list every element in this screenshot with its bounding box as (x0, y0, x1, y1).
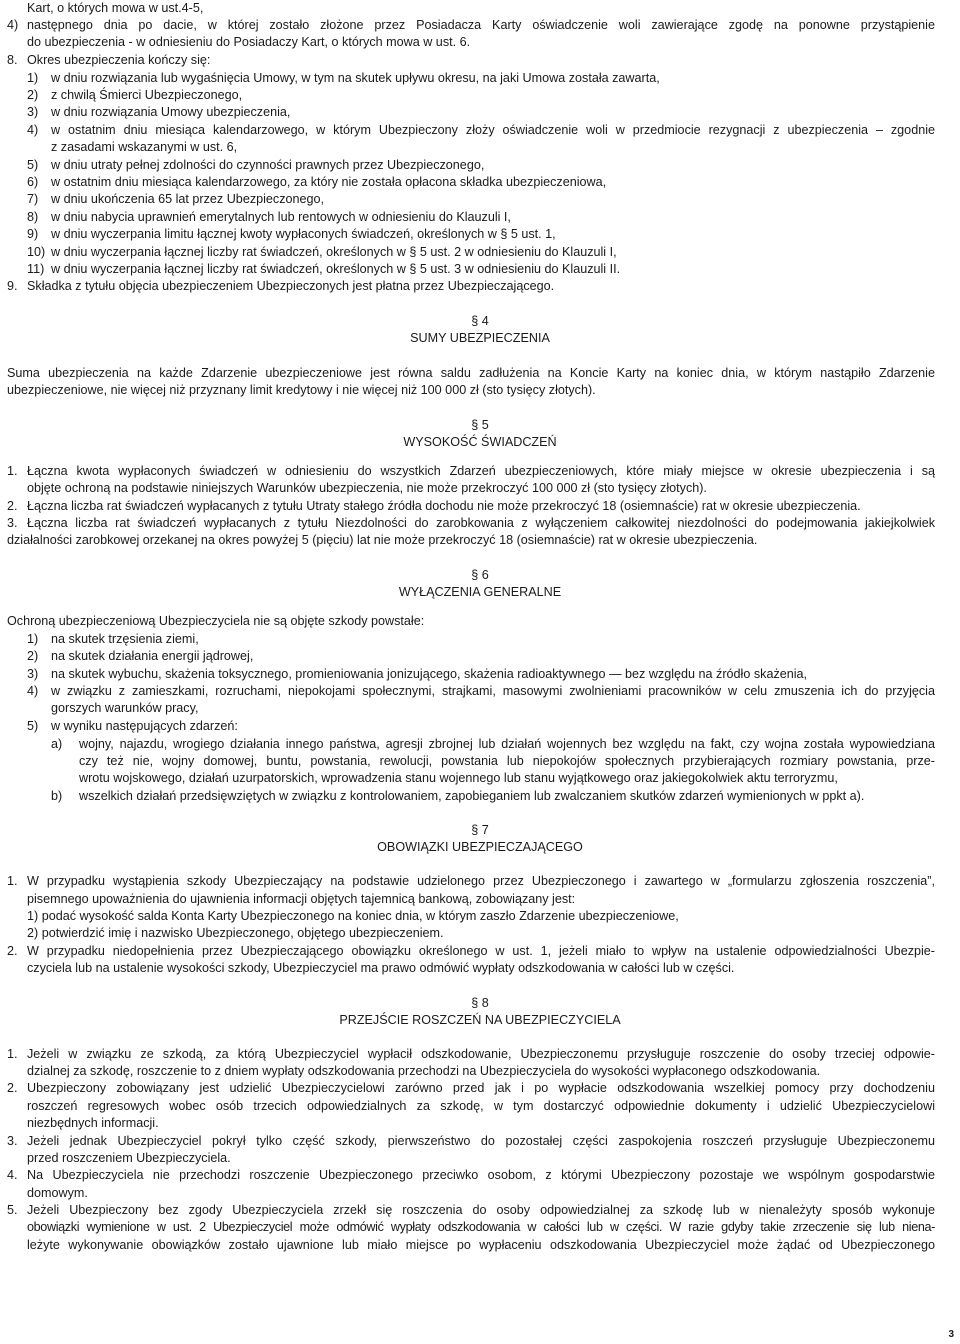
list-number: 1. (7, 1047, 18, 1061)
section-title: PRZEJŚCIE ROSZCZEŃ NA UBEZPIECZYCIELA (339, 1013, 621, 1027)
section-title: OBOWIĄZKI UBEZPIECZAJĄCEGO (377, 840, 583, 854)
paragraph-text: leżyte wykonywanie obowiązków zostało ujawnione lub miało miejsce po wypłaceniu odszkodowania Ubezpieczyciel może żądać od Ubezpieczonego (27, 1238, 935, 1252)
list-item: w dniu wyczerpania limitu łącznej kwoty wypłaconych świadczeń, określonych w § 5 ust. 1, (51, 227, 556, 241)
list-item: z chwilą Śmierci Ubezpieczonego, (51, 88, 243, 102)
list-item: w dniu wyczerpania łącznej liczby rat świadczeń, określonych w § 5 ust. 2 w odniesieniu do Klauzuli I, (51, 245, 617, 259)
paragraph-text: domowym. (27, 1186, 88, 1200)
list-number: 8) (27, 210, 39, 224)
list-number: 9) (27, 227, 39, 241)
list-subitem: wojny, najazdu, wrogiego działania innego państwa, agresji zbrojnej lub działań wojennych bez względu na fakt, czy wojna została wypowiedziana (79, 737, 935, 751)
list-number: 3. (7, 1134, 18, 1148)
paragraph-text: pisemnego upoważnienia do ujawnienia informacji objętych tajemnicą bankową, zobowiązany jest: (27, 892, 576, 906)
paragraph-text: objęte ochroną na podstawie niniejszych Warunków ubezpieczenia, nie może przekroczyć 100 000 zł (sto tysięcy złotych). (27, 481, 707, 495)
paragraph-text: Jeżeli w związku ze szkodą, za którą Ubezpieczyciel wypłacił odszkodowanie, Ubezpieczonemu przysługuje roszczenie do osoby trzeciej odpowie- (27, 1047, 935, 1061)
list-number: 5) (27, 719, 39, 733)
paragraph-text: czyciela lub na ustalenie wysokości szkody, Ubezpieczyciel ma prawo odmówić wypłaty odszkodowania w całości lub w części. (27, 961, 735, 975)
list-number: 7) (27, 192, 39, 206)
paragraph-text: Jeżeli Ubezpieczony bez zgody Ubezpieczyciela zrzekł się roszczenia do osoby odpowiedzialnej za szkodę lub w nienależyty sposób wykonuje (27, 1203, 935, 1217)
paragraph-number: 9. (7, 279, 18, 293)
paragraph-number: 8. (7, 53, 18, 67)
paragraph-text: Ubezpieczony zobowiązany jest udzielić Ubezpieczycielowi zarówno przed jak i po wypłacie odszkodowania wszelkiej pomocy przy dochodzeniu (27, 1081, 935, 1095)
list-item: w ostatnim dniu miesiąca kalendarzowego, w którym Ubezpieczony złoży oświadczenie woli w przedmiocie rezygnacji z ubezpieczenia – zgodnie (51, 123, 935, 137)
paragraph-text: ubezpieczeniowe, nie więcej niż przyznany limit kredytowy i nie więcej niż 100 000 zł (sto tysięcy złotych). (7, 383, 596, 397)
list-number: 4) (27, 123, 39, 137)
list-number: 2) (27, 649, 39, 663)
paragraph-text: Łączna liczba rat świadczeń wypłacanych z tytułu Niezdolności do zarobkowania z wyłączeniem całkowitej niezdolności do podejmowania jakiejkolwiek (27, 516, 935, 530)
list-item: w dniu rozwiązania Umowy ubezpieczenia, (51, 105, 291, 119)
section-number: § 4 (471, 314, 489, 328)
list-number: 4) (7, 18, 19, 32)
paragraph-text: obowiązki wymienione w ust. 2 Ubezpieczyciel może odmówić wypłaty odszkodowania w całości lub w części. W razie gdyby takie zrzeczenie się lub niena- (27, 1220, 935, 1234)
list-item-continuation: z zasadami wskazanymi w ust. 6, (51, 140, 238, 154)
list-item-continuation: gorszych warunków pracy, (51, 701, 199, 715)
section-number: § 8 (471, 996, 489, 1010)
intro-line: następnego dnia po dacie, w której zostało złożone przez Posiadacza Karty oświadczenie woli zawierające zgodę na ponowne przystąpienie (27, 18, 935, 32)
section-number: § 5 (471, 418, 489, 432)
list-number: 4) (27, 684, 39, 698)
paragraph-text: W przypadku wystąpienia szkody Ubezpieczający na podstawie udzielonego przez Ubezpieczonego i zawartego w „formularzu zgłoszenia roszczenia”, (27, 874, 935, 888)
list-item: 1) podać wysokość salda Konta Karty Ubezpieczonego na koniec dnia, w którym zaszło Zdarzenie ubezpieczeniowe, (27, 909, 679, 923)
list-number: 1. (7, 464, 18, 478)
list-number: 3) (27, 105, 39, 119)
list-number: 4. (7, 1168, 18, 1182)
paragraph-text: roszczeń regresowych wobec osób trzecich odpowiedzialnych za szkodę, w tym dostarczyć odpowiednie dokumenty i udzielić Ubezpieczycielowi (27, 1099, 935, 1113)
list-number: 3) (27, 667, 39, 681)
list-subitem: wrotu wojskowego, działań uzurpatorskich, wprowadzenia stanu wojennego lub stanu wyjątkowego oraz jakiegokolwiek aktu terroryzmu, (79, 771, 838, 785)
list-item: na skutek trzęsienia ziemi, (51, 632, 199, 646)
list-number: 1) (27, 632, 39, 646)
intro-line: Kart, o których mowa w ust.4-5, (27, 1, 204, 15)
section-title: SUMY UBEZPIECZENIA (410, 331, 550, 345)
paragraph-text: Składka z tytułu objęcia ubezpieczeniem Ubezpieczonych jest płatna przez Ubezpieczającego. (27, 279, 555, 293)
page-number: 3 (948, 1329, 954, 1340)
list-item: w związku z zamieszkami, rozruchami, niepokojami społecznymi, strajkami, masowymi zwolnieniami pracowników w celu zmuszenia ich do przyjęcia (51, 684, 935, 698)
list-number: 1. (7, 874, 18, 888)
paragraph-text: niezbędnych informacji. (27, 1116, 159, 1130)
list-subitem: wszelkich działań przedsięwziętych w związku z kontrolowaniem, zapobieganiem lub zwalczaniem skutków zdarzeń wymienionych w ppkt a). (79, 789, 865, 803)
list-number: 6) (27, 175, 39, 189)
list-number: 2) (27, 88, 39, 102)
section-number: § 6 (471, 568, 489, 582)
list-number: 2. (7, 944, 18, 958)
list-number: 5. (7, 1203, 18, 1217)
list-item: w dniu utraty pełnej zdolności do czynności prawnych przez Ubezpieczonego, (51, 158, 485, 172)
list-subitem: czy też nie, wojny domowej, buntu, powstania, rewolucji, powstania lub niepokojów społecznych przybierających rozmiary powstania, prze- (79, 754, 935, 768)
list-number: 2. (7, 1081, 18, 1095)
paragraph-text: Ochroną ubezpieczeniową Ubezpieczyciela nie są objęte szkody powstałe: (7, 614, 425, 628)
paragraph-text: Suma ubezpieczenia na każde Zdarzenie ubezpieczeniowe jest równa saldu zadłużenia na Koncie Karty na koniec dnia, w którym nastąpiło Zdarzenie (7, 366, 935, 380)
list-item: w dniu rozwiązania lub wygaśnięcia Umowy, w tym na skutek upływu okresu, na jaki Umowa została zawarta, (51, 71, 660, 85)
list-number: 2. (7, 499, 18, 513)
list-number: 5) (27, 158, 39, 172)
section-number: § 7 (471, 823, 489, 837)
list-item: w dniu ukończenia 65 lat przez Ubezpieczonego, (51, 192, 325, 206)
paragraph-text: Na Ubezpieczyciela nie przechodzi roszczenie Ubezpieczonego przeciwko osobom, z którymi Ubezpieczony pozostaje we wspólnym gospodarstwie (27, 1168, 935, 1182)
paragraph-text: Okres ubezpieczenia kończy się: (27, 53, 211, 67)
list-item: na skutek wybuchu, skażenia toksycznego, promieniowania jonizującego, skażenia radioaktywnego — bez względu na źródło skażenia, (51, 667, 808, 681)
list-number: 1) (27, 71, 39, 85)
list-item: w dniu wyczerpania łącznej liczby rat świadczeń, określonych w § 5 ust. 3 w odniesieniu do Klauzuli II. (51, 262, 621, 276)
section-title: WYŁĄCZENIA GENERALNE (398, 585, 562, 599)
paragraph-text: Jeżeli jednak Ubezpieczyciel pokrył tylko część szkody, pierwszeństwo do pozostałej części zaspokojenia roszczeń przysługuje Ubezpieczonemu (27, 1134, 935, 1148)
list-item: 2) potwierdzić imię i nazwisko Ubezpieczonego, objętego ubezpieczeniem. (27, 926, 444, 940)
paragraph-text: W przypadku niedopełnienia przez Ubezpieczającego obowiązku określonego w ust. 1, jeżeli miało to wpływ na ustalenie odpowiedzialności Ubezpie- (27, 944, 935, 958)
list-item: na skutek działania energii jądrowej, (51, 649, 254, 663)
list-letter: b) (51, 789, 63, 803)
paragraph-text: dzialnej za szkodę, roszczenie to z dniem wypłaty odszkodowania przechodzi na Ubezpieczyciela do wysokości wypłaconego odszkodowania. (27, 1064, 821, 1078)
list-number: 10) (27, 245, 46, 259)
list-item: w ostatnim dniu miesiąca kalendarzowego, za który nie została opłacona składka ubezpieczeniowa, (51, 175, 607, 189)
list-number: 11) (27, 262, 45, 276)
intro-line: do ubezpieczenia - w odniesieniu do Posiadaczy Kart, o których mowa w ust. 6. (27, 35, 471, 49)
paragraph-text: Łączna liczba rat świadczeń wypłacanych z tytułu Utraty stałego źródła dochodu nie może przekroczyć 18 (osiemnaście) rat w okresie ubezpieczenia. (27, 499, 861, 513)
list-item: w dniu nabycia uprawnień emerytalnych lub rentowych w odniesieniu do Klauzuli I, (51, 210, 511, 224)
list-number: 3. (7, 516, 18, 530)
list-letter: a) (51, 737, 63, 751)
section-title: WYSOKOŚĆ ŚWIADCZEŃ (403, 435, 557, 449)
list-item: w wyniku następujących zdarzeń: (51, 719, 238, 733)
paragraph-text: Łączna kwota wypłaconych świadczeń w odniesieniu do wszystkich Zdarzeń ubezpieczeniowych, które miały miejsce w okresie ubezpieczenia i są (27, 464, 935, 478)
paragraph-text: przed roszczeniem Ubezpieczyciela. (27, 1151, 231, 1165)
paragraph-text: działalności zarobkowej orzekanej na okres powyżej 5 (pięciu) lat nie może przekroczyć 18 (osiemnaście) rat w okresie ubezpieczenia. (7, 533, 758, 547)
